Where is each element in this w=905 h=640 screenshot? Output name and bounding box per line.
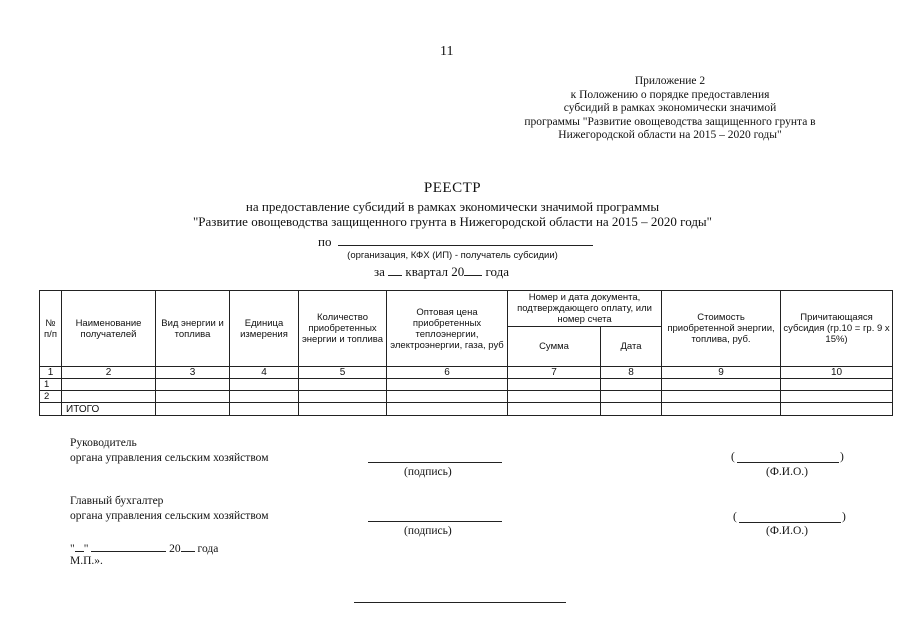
- document-title: РЕЕСТР: [423, 180, 482, 196]
- document-subtitle: на предоставление субсидий в рамках экономически значимой программы: [245, 199, 660, 214]
- head-signature-line[interactable]: [368, 462, 502, 463]
- column-number-row: [40, 367, 893, 379]
- date-year-blank[interactable]: [181, 539, 195, 552]
- row-number: 2: [40, 391, 62, 403]
- total-cell[interactable]: [230, 403, 299, 416]
- total-cell[interactable]: [601, 403, 662, 416]
- header-doc-date: Дата: [601, 327, 662, 367]
- date-line: [70, 539, 218, 555]
- header-unit: Единица измерения: [230, 291, 299, 367]
- head-signature-caption: (подпись): [404, 466, 452, 478]
- po-label: по: [318, 234, 332, 249]
- appendix-line: Приложение 2: [634, 75, 706, 87]
- cell-price[interactable]: [387, 379, 508, 391]
- header-num: № п/п: [40, 291, 62, 367]
- head-fio-caption: (Ф.И.О.): [766, 466, 808, 478]
- cell-cost[interactable]: [662, 379, 781, 391]
- footnote-separator: [354, 602, 566, 603]
- cell-price[interactable]: [387, 391, 508, 403]
- column-number: 5: [299, 367, 387, 379]
- total-cell[interactable]: [156, 403, 230, 416]
- column-number: 4: [230, 367, 299, 379]
- row-number: 1: [40, 379, 62, 391]
- cell-quantity[interactable]: [299, 379, 387, 391]
- accountant-paren-open: (: [733, 511, 737, 523]
- registry-table: [39, 290, 893, 416]
- column-number: 9: [662, 367, 781, 379]
- column-number: 7: [508, 367, 601, 379]
- cell-subsidy[interactable]: [781, 379, 893, 391]
- total-cell[interactable]: [387, 403, 508, 416]
- accountant-paren-close: ): [842, 511, 846, 523]
- appendix-header: [500, 75, 840, 143]
- cell-doc-date[interactable]: [601, 391, 662, 403]
- table-row: [40, 391, 893, 403]
- quarter-line: [374, 263, 509, 280]
- header-subsidy: Причитающаяся субсидия (гр.10 = гр. 9 х 15%): [781, 291, 893, 367]
- cell-unit[interactable]: [230, 379, 299, 391]
- head-title: Руководитель: [70, 437, 137, 449]
- cell-cost[interactable]: [662, 391, 781, 403]
- cell-doc-date[interactable]: [601, 379, 662, 391]
- appendix-line: Нижегородской области на 2015 – 2020 годы": [558, 129, 782, 141]
- header-doc-sum: Сумма: [508, 327, 601, 367]
- cell-unit[interactable]: [230, 391, 299, 403]
- head-paren-close: ): [840, 451, 844, 463]
- accountant-organ: органа управления сельским хозяйством: [70, 510, 269, 522]
- stamp-place: М.П.».: [70, 555, 103, 567]
- accountant-title: Главный бухгалтер: [70, 495, 164, 507]
- total-cell[interactable]: [508, 403, 601, 416]
- head-fio-line[interactable]: [737, 462, 839, 463]
- date-day-blank[interactable]: [75, 539, 84, 552]
- quarter-za: за: [374, 264, 385, 279]
- accountant-fio-caption: (Ф.И.О.): [766, 525, 808, 537]
- header-name: Наименование получателей: [62, 291, 156, 367]
- total-cell[interactable]: [299, 403, 387, 416]
- header-price: Оптовая цена приобретенных теплоэнергии, электроэнергии, газа, руб: [387, 291, 508, 367]
- total-num-cell: [40, 403, 62, 416]
- header-document: Номер и дата документа, подтверждающего оплату, или номер счета: [508, 291, 662, 327]
- column-number: 6: [387, 367, 508, 379]
- date-year-prefix: 20: [169, 543, 181, 555]
- date-close-quote: ": [83, 543, 89, 555]
- cell-quantity[interactable]: [299, 391, 387, 403]
- cell-doc-sum[interactable]: [508, 379, 601, 391]
- cell-doc-sum[interactable]: [508, 391, 601, 403]
- accountant-signature-caption: (подпись): [404, 525, 452, 537]
- total-cell[interactable]: [662, 403, 781, 416]
- quarter-word: квартал 20: [405, 264, 465, 279]
- column-number: 8: [601, 367, 662, 379]
- total-row: [40, 403, 893, 416]
- date-open-quote: ": [70, 543, 75, 555]
- header-cost: Стоимость приобретенной энергии, топлива, руб.: [662, 291, 781, 367]
- header-quantity: Количество приобретенных энергии и топлива: [299, 291, 387, 367]
- header-energy-type: Вид энергии и топлива: [156, 291, 230, 367]
- accountant-signature-line[interactable]: [368, 521, 502, 522]
- cell-name[interactable]: [62, 391, 156, 403]
- cell-subsidy[interactable]: [781, 391, 893, 403]
- cell-name[interactable]: [62, 379, 156, 391]
- total-cell[interactable]: [781, 403, 893, 416]
- page-number: 11: [440, 44, 454, 59]
- year-blank[interactable]: [464, 263, 482, 276]
- program-name: "Развитие овощеводства защищенного грунта в Нижегородской области на 2015 – 2020 годы": [193, 214, 712, 229]
- date-month-blank[interactable]: [91, 539, 166, 552]
- cell-energy-type[interactable]: [156, 379, 230, 391]
- accountant-fio-line[interactable]: [739, 522, 841, 523]
- total-label: ИТОГО: [62, 403, 156, 416]
- column-number: 2: [62, 367, 156, 379]
- organization-fill-line[interactable]: [338, 245, 593, 246]
- appendix-line: субсидий в рамках экономически значимой: [563, 102, 777, 114]
- cell-energy-type[interactable]: [156, 391, 230, 403]
- appendix-line: к Положению о порядке предоставления: [570, 88, 770, 101]
- date-year-word: года: [197, 543, 219, 555]
- quarter-number-blank[interactable]: [388, 263, 402, 276]
- column-number: 3: [156, 367, 230, 379]
- head-paren-open: (: [731, 451, 735, 463]
- column-number: 1: [40, 367, 62, 379]
- organization-caption: (организация, КФХ (ИП) - получатель субсидии): [347, 250, 558, 261]
- head-organ: органа управления сельским хозяйством: [70, 452, 269, 464]
- column-number: 10: [781, 367, 893, 379]
- table-row: [40, 379, 893, 391]
- appendix-line: программы "Развитие овощеводства защищенного грунта в: [524, 115, 816, 128]
- quarter-year-word: года: [485, 264, 510, 279]
